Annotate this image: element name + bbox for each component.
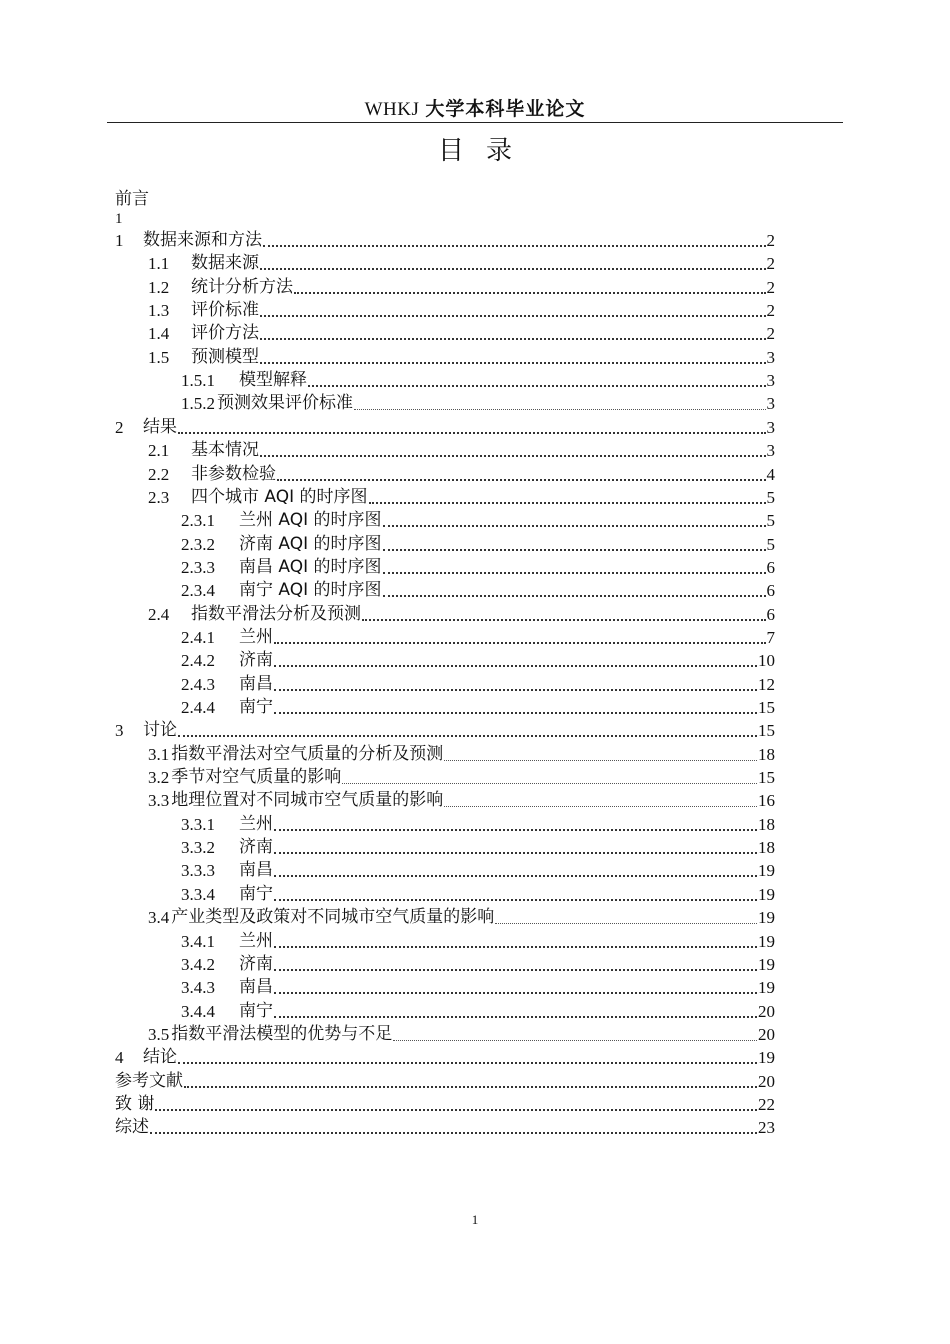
toc-entry[interactable] [115, 719, 775, 742]
toc-entry-title: 非参数检验 [191, 463, 276, 484]
toc-entry-page: 6 [766, 581, 775, 601]
toc-entry-page: 6 [766, 557, 775, 577]
toc-entry-page: 10 [758, 651, 775, 671]
toc-dot-leader [178, 432, 766, 434]
toc-entry[interactable] [181, 836, 775, 859]
toc-entry-title: 讨论 [143, 720, 177, 741]
toc-dot-leader [274, 992, 757, 994]
toc-dot-leader [184, 1086, 757, 1088]
toc-entry-title: 济南 [239, 953, 273, 974]
toc-entry-page: 3 [766, 371, 775, 391]
toc-entry-number: 2.3.4 [181, 581, 215, 601]
toc-entry-number: 3.3.2 [181, 838, 215, 858]
toc-entry[interactable] [148, 346, 775, 369]
toc-entry-title: 统计分析方法 [191, 276, 293, 297]
toc-entry-title: 南宁 [239, 883, 273, 904]
toc-entry-title: 四个城市 AQI 的时序图 [191, 486, 368, 507]
toc-entry[interactable] [115, 1093, 775, 1116]
toc-entry-page: 20 [758, 1024, 775, 1044]
toc-entry-page: 20 [758, 1001, 775, 1021]
toc-dot-leader [274, 642, 766, 644]
toc-entry[interactable] [148, 906, 775, 929]
toc-entry-number: 3.2 [148, 768, 170, 788]
toc-entry-title: 评价方法 [191, 323, 259, 344]
toc-dot-leader [274, 852, 757, 854]
toc-entry-number: 1.2 [148, 277, 170, 297]
toc-entry[interactable] [181, 649, 775, 672]
toc-entry[interactable] [181, 673, 775, 696]
toc-entry-number: 1.1 [148, 254, 170, 274]
toc-entry-number: 1.5.2 [181, 394, 215, 414]
toc-entry-page: 19 [758, 931, 775, 951]
toc-entry-page: 19 [758, 1048, 775, 1068]
toc-title: 目录 [437, 136, 534, 166]
toc-entry-title: 兰州 [239, 930, 273, 951]
toc-entry-title: 兰州 [239, 813, 273, 834]
header-thesis-label: 大学本科毕业论文 [425, 98, 586, 120]
toc-entry-page: 2 [766, 254, 775, 274]
toc-dot-leader [274, 969, 757, 971]
toc-entry[interactable] [148, 463, 775, 486]
toc-entry-title: 济南 AQI 的时序图 [239, 533, 382, 554]
toc-entry[interactable] [148, 299, 775, 322]
toc-entry-title: 数据来源 [191, 253, 259, 274]
toc-entry-number: 4 [115, 1048, 124, 1068]
toc-dot-leader [178, 1062, 757, 1064]
toc-entry-number: 3 [115, 721, 124, 741]
toc-entry[interactable] [148, 766, 775, 789]
toc-entry[interactable] [148, 486, 775, 509]
toc-entry-page: 5 [766, 511, 775, 531]
toc-dot-leader [150, 1132, 757, 1134]
toc-entry-number: 2.4.1 [181, 627, 215, 647]
toc-entry-number: 3.3.1 [181, 814, 215, 834]
toc-entry-page: 19 [758, 978, 775, 998]
toc-entry-number: 2.4.3 [181, 674, 215, 694]
toc-dot-leader [260, 268, 766, 270]
toc-entry[interactable] [148, 1023, 775, 1046]
toc-entry-number: 3.4 [148, 908, 170, 928]
toc-entry[interactable] [148, 252, 775, 275]
toc-entry-title: 预测效果评价标准 [217, 393, 353, 414]
toc-entry[interactable] [181, 883, 775, 906]
toc-entry-page: 2 [766, 324, 775, 344]
toc-entry-number: 2.3.3 [181, 557, 215, 577]
toc-dot-leader [274, 665, 757, 667]
toc-dot-leader [178, 735, 757, 737]
toc-entry-page: 15 [758, 768, 775, 788]
toc-entry-number: 1.4 [148, 324, 170, 344]
toc-entry[interactable] [115, 1046, 775, 1069]
toc-dot-leader [383, 572, 766, 574]
toc-entry-title: 南昌 AQI 的时序图 [239, 556, 382, 577]
toc-entry-number: 2.4.4 [181, 698, 215, 717]
toc-entry-page: 3 [766, 417, 775, 437]
toc-entry-page: 2 [766, 231, 775, 250]
toc-dot-leader [383, 549, 766, 551]
toc-dot-leader [260, 362, 766, 364]
toc-entry-number: 1.5.1 [181, 371, 215, 391]
toc-entry-page: 18 [758, 814, 775, 834]
toc-dot-leader [263, 245, 766, 247]
toc-entry[interactable] [181, 953, 775, 976]
toc-entry-page: 6 [766, 604, 775, 624]
toc-entry-page: 19 [758, 954, 775, 974]
toc-entry[interactable] [181, 369, 775, 392]
toc-entry-number: 3.3 [148, 791, 170, 811]
toc-entry-title: 南宁 [239, 697, 273, 717]
toc-entry-title: 数据来源和方法 [143, 230, 262, 250]
toc-entry[interactable] [181, 696, 775, 719]
toc-dot-leader [274, 1016, 757, 1018]
toc-entry-number: 3.4.2 [181, 954, 215, 974]
toc-entry-title: 基本情况 [191, 440, 259, 461]
toc-entry-page: 15 [758, 698, 775, 717]
toc-dot-leader [354, 409, 766, 410]
toc-entry-number: 2.1 [148, 441, 170, 461]
toc-dot-leader [369, 502, 766, 504]
toc-entry[interactable] [148, 322, 775, 345]
toc-dot-leader [383, 525, 766, 527]
toc-entry[interactable] [148, 603, 775, 626]
toc-entry[interactable] [181, 930, 775, 953]
toc-entry-page: 5 [766, 487, 775, 507]
toc-entry-page: 19 [758, 861, 775, 881]
toc-dot-leader [383, 595, 766, 597]
toc-dot-leader [444, 806, 757, 807]
toc-entry-title: 地理位置对不同城市空气质量的影响 [171, 790, 444, 811]
toc-entry-page: 18 [758, 838, 775, 858]
toc-entry-page: 22 [758, 1094, 775, 1114]
toc-dot-leader [274, 829, 757, 831]
toc-entry-number: 3.4.1 [181, 931, 215, 951]
toc-entry-number: 1.3 [148, 301, 170, 321]
toc-dot-leader [274, 875, 757, 877]
toc-entry-title: 指数平滑法分析及预测 [191, 603, 361, 624]
toc-entry-page: 16 [758, 791, 775, 811]
toc-entry-number: 2.2 [148, 464, 170, 484]
toc-entry-number: 3.5 [148, 1024, 170, 1044]
toc-entry-title: 兰州 AQI 的时序图 [239, 510, 382, 531]
toc-dot-leader [495, 923, 757, 924]
toc-entry[interactable] [115, 1070, 775, 1093]
toc-preface-label: 前言 [115, 189, 149, 209]
toc-dot-leader [294, 292, 766, 294]
toc-entry-page: 18 [758, 744, 775, 764]
toc-preface-page: 1 [115, 211, 123, 227]
toc-entry-page: 5 [766, 534, 775, 554]
toc-entry-title: 南昌 [239, 673, 273, 694]
toc-dot-leader [260, 338, 766, 340]
toc-entry-number: 1 [115, 231, 124, 250]
toc-entry[interactable] [115, 416, 775, 439]
toc-entry-page: 2 [766, 277, 775, 297]
toc-entry[interactable] [115, 1116, 775, 1139]
toc-entry-number: 2 [115, 417, 124, 437]
toc-dot-leader [342, 783, 757, 784]
toc-entry-page: 20 [758, 1071, 775, 1091]
toc-entry[interactable] [181, 859, 775, 882]
toc-entry-page: 19 [758, 884, 775, 904]
toc-entry[interactable] [181, 579, 775, 602]
toc-entry-title: 致 谢 [115, 1093, 155, 1114]
toc-entry-page: 3 [766, 347, 775, 367]
toc-entry-title: 产业类型及政策对不同城市空气质量的影响 [171, 907, 495, 928]
toc-entry-title: 济南 [239, 837, 273, 858]
toc-entry[interactable] [181, 392, 775, 415]
toc-entry-title: 指数平滑法对空气质量的分析及预测 [171, 743, 444, 764]
toc-entry-number: 3.4.3 [181, 978, 215, 998]
toc-dot-leader [260, 455, 766, 457]
toc-entry-page: 19 [758, 908, 775, 928]
toc-entry-title: 兰州 [239, 626, 273, 647]
toc-entry-title: 参考文献 [115, 1070, 183, 1091]
toc-entry-title: 模型解释 [239, 370, 307, 391]
toc-entry-number: 2.3.2 [181, 534, 215, 554]
toc-entry[interactable] [148, 276, 775, 299]
toc-entry-number: 3.4.4 [181, 1001, 215, 1021]
toc-entry-page: 3 [766, 394, 775, 414]
toc-entry-number: 3.3.4 [181, 884, 215, 904]
toc-entry-title: 指数平滑法模型的优势与不足 [171, 1023, 393, 1044]
toc-entry-title: 南昌 [239, 977, 273, 998]
toc-entry-title: 结果 [143, 416, 177, 437]
toc-entry-title: 济南 [239, 650, 273, 671]
toc-dot-leader [155, 1109, 757, 1111]
toc-entry[interactable] [148, 439, 775, 462]
toc-entry-title: 季节对空气质量的影响 [171, 767, 342, 788]
toc-entry-number: 2.3 [148, 487, 170, 507]
toc-entry-title: 南宁 AQI 的时序图 [239, 580, 382, 601]
toc-dot-leader [274, 712, 757, 714]
toc-entry[interactable] [148, 743, 775, 766]
toc-dot-leader [277, 479, 766, 481]
toc-dot-leader [274, 689, 757, 691]
toc-entry[interactable] [181, 813, 775, 836]
toc-entry-page: 2 [766, 301, 775, 321]
toc-entry[interactable] [148, 789, 775, 812]
toc-dot-leader [274, 899, 757, 901]
toc-entry[interactable] [181, 976, 775, 999]
toc-entry-title: 南昌 [239, 860, 273, 881]
toc-entry-title: 预测模型 [191, 346, 259, 367]
toc-entry-number: 3.3.3 [181, 861, 215, 881]
header-university-code: WHKJ [364, 99, 420, 120]
toc-entry-title: 评价标准 [191, 300, 259, 321]
toc-entry[interactable] [181, 533, 775, 556]
toc-entry-number: 2.4.2 [181, 651, 215, 671]
toc-entry-title: 综述 [115, 1117, 149, 1138]
toc-entry-page: 3 [766, 441, 775, 461]
toc-dot-leader [260, 315, 766, 317]
toc-entry-title: 南宁 [239, 1000, 273, 1021]
toc-entry-page: 12 [758, 674, 775, 694]
toc-entry-page: 4 [766, 464, 775, 484]
toc-entry[interactable] [181, 509, 775, 532]
toc-dot-leader [444, 760, 757, 761]
toc-entry[interactable] [181, 626, 775, 649]
toc-dot-leader [362, 619, 766, 621]
toc-dot-leader [393, 1040, 757, 1041]
toc-entry-number: 2.4 [148, 604, 170, 624]
toc-entry-page: 15 [758, 721, 775, 741]
toc-entry-number: 3.1 [148, 744, 170, 764]
toc-dot-leader [274, 946, 757, 948]
page-number: 1 [471, 1212, 479, 1227]
toc-entry-page: 23 [758, 1118, 775, 1138]
toc-entry[interactable] [115, 229, 775, 252]
toc-entry-page: 7 [766, 627, 775, 647]
toc-dot-leader [308, 385, 766, 387]
toc-entry[interactable] [181, 556, 775, 579]
running-header [107, 96, 843, 123]
toc-entry-title: 结论 [143, 1047, 177, 1068]
toc-entry-number: 2.3.1 [181, 511, 215, 531]
toc-entry[interactable] [181, 1000, 775, 1023]
toc-entry-number: 1.5 [148, 347, 170, 367]
